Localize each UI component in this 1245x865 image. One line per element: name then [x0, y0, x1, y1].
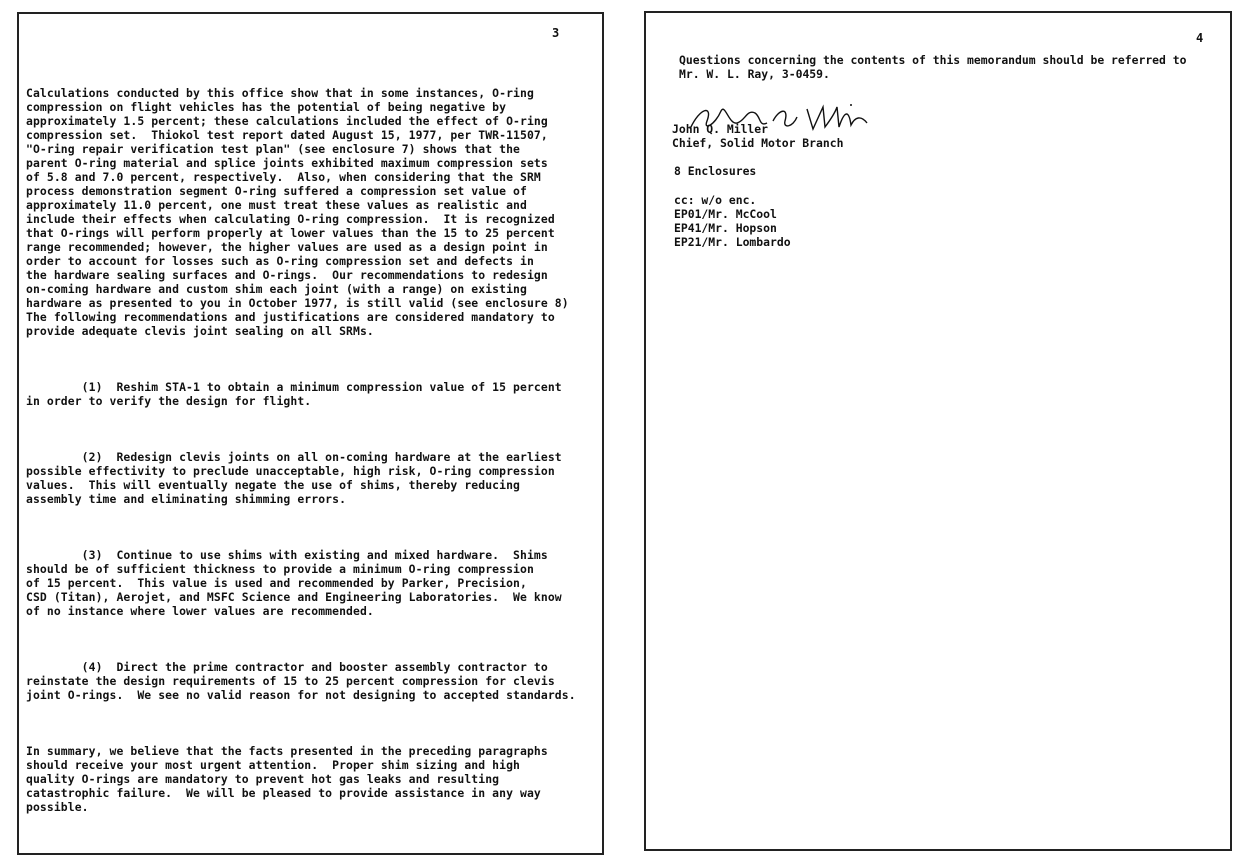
paragraph-intro: Calculations conducted by this office show that in some instances, O-ring compression on flight vehicles has the potential of being negative by approximately 1.5 percent; these calculations included the effect of O-ring compression set. Thiokol test report dated August 15, 1977, per TWR-11507, "O-ring repair verification test plan" (see enclosure 7) shows that the parent O-ring material and splice joints exhibited maximum compression sets of 5.8 and 7.0 percent, respectively. Also, when considering that the SRM process demonstration segment O-ring suffered a compression set value of approximately 11.0 percent, one must treat these values as realistic and include their effects when calculating O-ring compression. It is recognized that O-rings will perform properly at lower values than the 15 to 25 percent range recommended; however, the higher values are used as a design point in order to account for losses such as O-ring compression set and defects in the hardware sealing surfaces and O-rings. Our recommendations to redesign on-coming hardware and custom shim each joint (with a range) on existing hardware as presented to you in October 1977, is still valid (see enclosure 8) The following recommendations and justifications are considered mandatory to provide adequate clevis joint sealing on all SRMs. [26, 86, 569, 338]
paragraph-recommendation-3: (3) Continue to use shims with existing and mixed hardware. Shims should be of sufficient thickness to provide a minimum O-ring compression of 15 percent. This value is used and recommended by Parker, Precision, CSD (Titan), Aerojet, and MSFC Science and Engineering Laboratories. We know of no instance where lower values are recommended. [26, 548, 562, 618]
page-number: 3 [552, 26, 560, 40]
paragraph-recommendation-2: (2) Redesign clevis joints on all on-coming hardware at the earliest possible effectivity to preclude unacceptable, high risk, O-ring compression values. This will eventually negate the use of shims, thereby reducing assembly time and eliminating shimming errors. [26, 450, 562, 506]
signatory-name-title: John Q. Miller Chief, Solid Motor Branch [672, 122, 844, 150]
paragraph-summary: In summary, we believe that the facts presented in the preceding paragraphs should receive your most urgent attention. Proper shim sizing and high quality O-rings are mandatory to prevent hot gas leaks and resulting catastrophic failure. We will be pleased to provide assistance in any way possible. [26, 744, 548, 814]
paragraph-recommendation-1: (1) Reshim STA-1 to obtain a minimum compression value of 15 percent in order to verify the design for flight. [26, 380, 562, 408]
memo-page-3 [17, 12, 604, 855]
cc-list: cc: w/o enc. EP01/Mr. McCool EP41/Mr. Hopson EP21/Mr. Lombardo [674, 193, 791, 249]
page-3-body [26, 58, 576, 856]
questions-referral: Questions concerning the contents of this memorandum should be referred to Mr. W. L. Ray, 3-0459. [679, 53, 1187, 81]
paragraph-recommendation-4: (4) Direct the prime contractor and booster assembly contractor to reinstate the design requirements of 15 to 25 percent compression for clevis joint O-rings. We see no valid reason for not designing to accepted standards. [26, 660, 576, 702]
memo-page-4 [644, 11, 1232, 851]
enclosures-count: 8 Enclosures [674, 164, 757, 178]
page-number: 4 [1196, 31, 1204, 45]
